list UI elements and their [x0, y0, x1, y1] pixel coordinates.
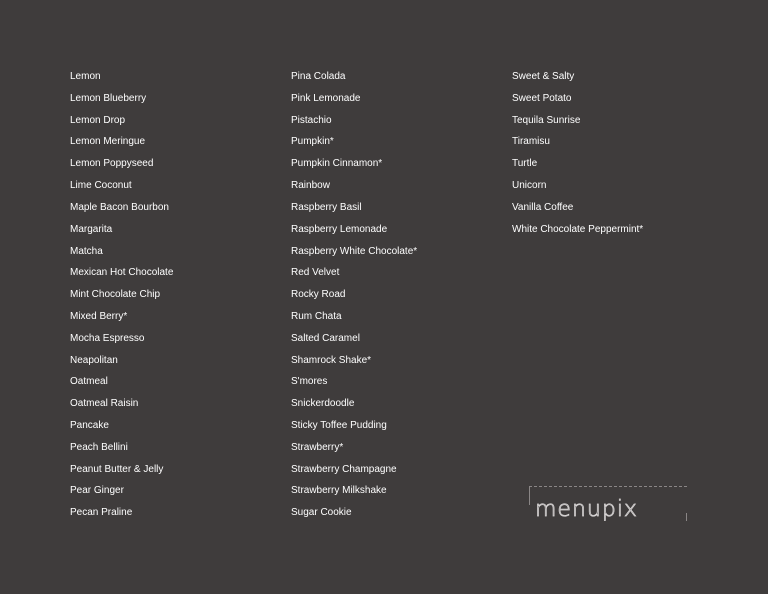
flavor-item: Lemon Drop: [70, 114, 126, 126]
flavor-item: Lemon Poppyseed: [70, 158, 154, 170]
flavor-item: Rainbow: [291, 180, 330, 192]
flavor-item: Maple Bacon Bourbon: [70, 201, 169, 213]
watermark-logo-text: menupix: [535, 497, 638, 522]
flavor-item: Tequila Sunrise: [512, 114, 581, 126]
flavor-item: Raspberry White Chocolate*: [291, 245, 418, 257]
flavor-item: Sugar Cookie: [291, 507, 352, 519]
watermark-border: [529, 487, 530, 505]
flavor-item: Margarita: [70, 223, 113, 235]
flavor-item: Oatmeal Raisin: [70, 398, 139, 410]
flavor-item: Pistachio: [291, 114, 332, 126]
flavor-item: Lemon Blueberry: [70, 92, 147, 104]
menupix-watermark: [529, 486, 687, 542]
flavor-item: Pink Lemonade: [291, 92, 361, 104]
flavor-item: Raspberry Basil: [291, 201, 362, 213]
flavor-item: Pancake: [70, 420, 109, 431]
flavor-column-3: [512, 66, 643, 241]
flavor-item: Unicorn: [512, 180, 547, 192]
flavor-item: Strawberry Champagne: [291, 463, 397, 475]
flavor-item: Strawberry*: [291, 441, 344, 453]
flavor-item: Lime Coconut: [70, 180, 132, 192]
flavor-column-2: [291, 66, 417, 524]
flavor-item: Pecan Praline: [70, 507, 133, 519]
flavor-item: Sticky Toffee Pudding: [291, 420, 387, 431]
flavor-item: Strawberry Milkshake: [291, 485, 387, 497]
flavor-item: Mocha Espresso: [70, 332, 145, 344]
flavor-item: Lemon: [70, 71, 101, 82]
flavor-item: White Chocolate Peppermint*: [512, 223, 644, 235]
flavor-item: Shamrock Shake*: [291, 354, 372, 366]
flavor-column-1: [70, 66, 173, 524]
flavor-item: Pear Ginger: [70, 485, 124, 497]
flavor-item: Mixed Berry*: [70, 310, 128, 322]
flavor-item: Salted Caramel: [291, 332, 360, 344]
flavor-item: Pumpkin Cinnamon*: [291, 158, 383, 170]
flavor-item: S'mores: [291, 376, 328, 388]
flavor-item: Peach Bellini: [70, 441, 128, 453]
flavor-item: Snickerdoodle: [291, 398, 355, 410]
flavor-item: Matcha: [70, 245, 103, 257]
flavor-item: Mint Chocolate Chip: [70, 289, 161, 301]
flavor-item: Pumpkin*: [291, 136, 334, 148]
flavor-item: Mexican Hot Chocolate: [70, 267, 174, 279]
flavor-item: Raspberry Lemonade: [291, 223, 388, 235]
flavor-item: Rum Chata: [291, 310, 342, 322]
flavor-item: Red Velvet: [291, 267, 340, 279]
flavor-item: Rocky Road: [291, 289, 346, 301]
flavor-item: Neapolitan: [70, 354, 118, 366]
flavor-item: Sweet & Salty: [512, 71, 575, 82]
flavor-item: Tiramisu: [512, 136, 550, 148]
flavor-item: Lemon Meringue: [70, 136, 146, 148]
flavor-item: Sweet Potato: [512, 92, 572, 104]
flavor-item: Pina Colada: [291, 71, 346, 82]
watermark-border: [686, 513, 687, 521]
flavor-item: Turtle: [512, 158, 538, 170]
flavor-item: Peanut Butter & Jelly: [70, 463, 164, 475]
flavor-item: Vanilla Coffee: [512, 201, 574, 213]
flavor-item: Oatmeal: [70, 376, 108, 388]
